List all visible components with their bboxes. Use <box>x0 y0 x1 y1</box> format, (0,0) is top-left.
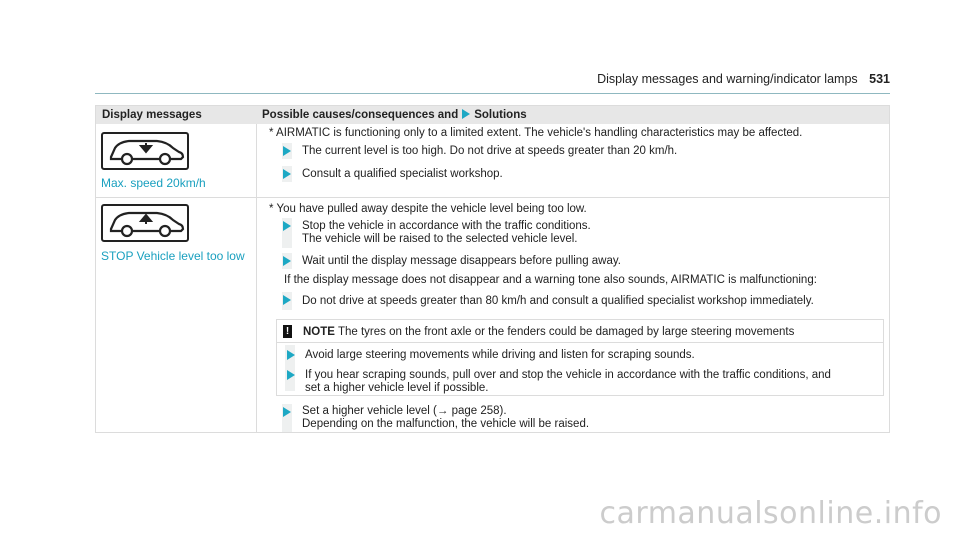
solution-arrow-icon <box>283 295 291 305</box>
row2-step4-line2: Depending on the malfunction, the vehicle will be raised. <box>302 418 590 430</box>
solution-arrow-icon <box>287 370 295 380</box>
row2-step1-line1: Stop the vehicle in accordance with the traffic conditions. <box>302 220 591 232</box>
page-number: 531 <box>869 72 890 86</box>
row2-cause: * You have pulled away despite the vehicle level being too low. <box>269 203 587 215</box>
page-header <box>0 72 890 86</box>
row2-step1-line2: The vehicle will be raised to the selected vehicle level. <box>302 233 578 245</box>
column-divider <box>256 124 257 432</box>
row2-step3: Do not drive at speeds greater than 80 km/h and consult a qualified specialist workshop immediately. <box>302 295 814 307</box>
solution-arrow-icon <box>283 221 291 231</box>
solution-arrow-icon <box>462 109 470 119</box>
col-header-solutions: Solutions <box>474 109 527 121</box>
watermark: carmanualsonline.info <box>599 496 942 531</box>
note-body: The tyres on the front axle or the fenders could be damaged by large steering movements <box>337 326 795 338</box>
row2-step4-line1: Set a higher vehicle level (→ page 258). <box>302 405 507 417</box>
header-title: Display messages and warning/indicator lamps <box>597 72 858 86</box>
message-stop-vehicle-level: STOP Vehicle level too low <box>101 249 245 263</box>
table-header <box>96 106 889 124</box>
row-divider <box>96 197 889 198</box>
messages-table <box>95 105 890 433</box>
col-header-causes: Possible causes/consequences and <box>262 109 459 121</box>
note-step1: Avoid large steering movements while driving and listen for scraping sounds. <box>305 349 695 361</box>
row1-step2: Consult a qualified specialist workshop. <box>302 168 503 180</box>
vehicle-raising-icon <box>101 204 189 242</box>
solution-arrow-icon <box>283 169 291 179</box>
note-step2-line1: If you hear scraping sounds, pull over and stop the vehicle in accordance with the traffic conditions, and <box>305 369 831 381</box>
header-rule <box>95 93 890 94</box>
solution-arrow-icon <box>283 256 291 266</box>
row2-condition: If the display message does not disappear and a warning tone also sounds, AIRMATIC is malfunctioning: <box>284 274 817 286</box>
note-text <box>303 326 794 339</box>
row1-step1: The current level is too high. Do not drive at speeds greater than 20 km/h. <box>302 145 678 157</box>
exclamation-warning-icon: ! <box>283 325 292 338</box>
solution-arrow-icon <box>283 146 291 156</box>
message-max-speed: Max. speed 20km/h <box>101 176 206 190</box>
note-divider <box>277 342 883 343</box>
row2-step2: Wait until the display message disappears before pulling away. <box>302 255 621 267</box>
note-box <box>276 319 884 396</box>
row1-cause: * AIRMATIC is functioning only to a limited extent. The vehicle's handling characteristics may be affected. <box>269 127 803 139</box>
col-header-display-messages: Display messages <box>102 109 202 121</box>
solution-arrow-icon <box>287 350 295 360</box>
col-header-causes-solutions <box>262 109 527 121</box>
note-label: NOTE <box>303 326 335 338</box>
vehicle-lowering-icon <box>101 132 189 170</box>
solution-arrow-icon <box>283 407 291 417</box>
note-step2-line2: set a higher vehicle level if possible. <box>305 382 489 394</box>
